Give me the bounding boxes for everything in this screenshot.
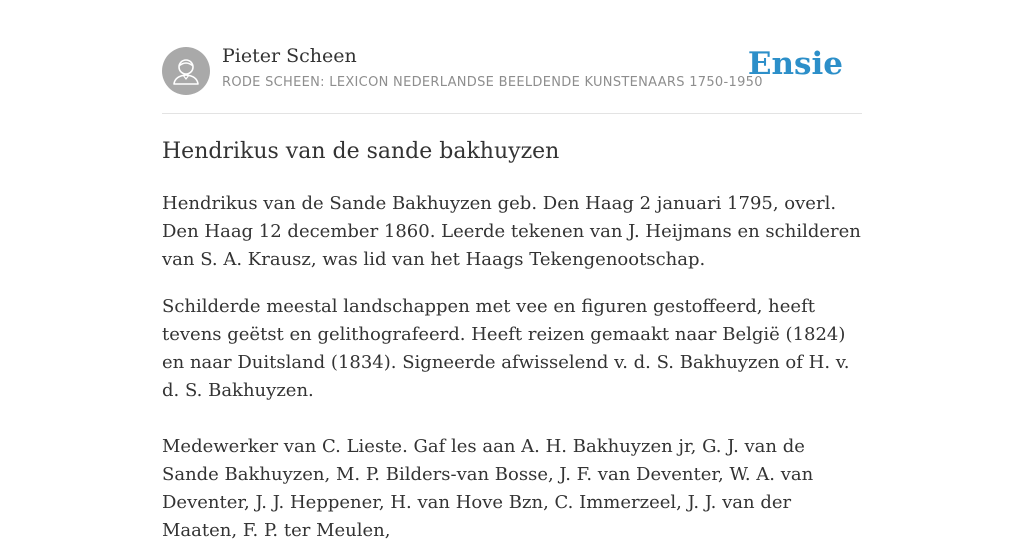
article-paragraph-2: Schilderde meestal landschappen met vee en figuren gestoffeerd, heeft tevens geëtst en gelithografeerd. Heeft reizen gemaakt naar België (1824) en naar Duitsland (1834). Signeerde afwisselend v. d. S. Bakhuyzen of H. v. d. S. Bakhuyzen.	[162, 296, 850, 401]
source-title[interactable]: RODE SCHEEN: LEXICON NEDERLANDSE BEELDENDE KUNSTENAARS 1750-1950	[222, 75, 763, 90]
article-paragraph-3: Medewerker van C. Lieste. Gaf les aan A. H. Bakhuyzen jr, G. J. van de Sande Bakhuyzen, M. P. Bilders-van Bosse, J. F. van Deventer, W. A. van Deventer, J. J. Heppener, H. van Hove Bzn, C. Immerzeel, J. J. van der Maaten, F. P. ter Meulen,	[162, 436, 814, 541]
article-paragraph-1: Hendrikus van de Sande Bakhuyzen geb. Den Haag 2 januari 1795, overl. Den Haag 12 december 1860. Leerde tekenen van J. Heijmans en schilderen van S. A. Krausz, was lid van het Haags Tekengenootschap.	[162, 193, 861, 270]
user-silhouette-icon	[162, 47, 210, 95]
article-card	[162, 0, 862, 541]
article-title: Hendrikus van de sande bakhuyzen	[162, 139, 560, 164]
ensie-logo[interactable]: Ensie	[747, 46, 843, 82]
author-name[interactable]: Pieter Scheen	[222, 45, 357, 67]
author-avatar[interactable]	[162, 47, 210, 95]
article-header	[162, 0, 862, 114]
